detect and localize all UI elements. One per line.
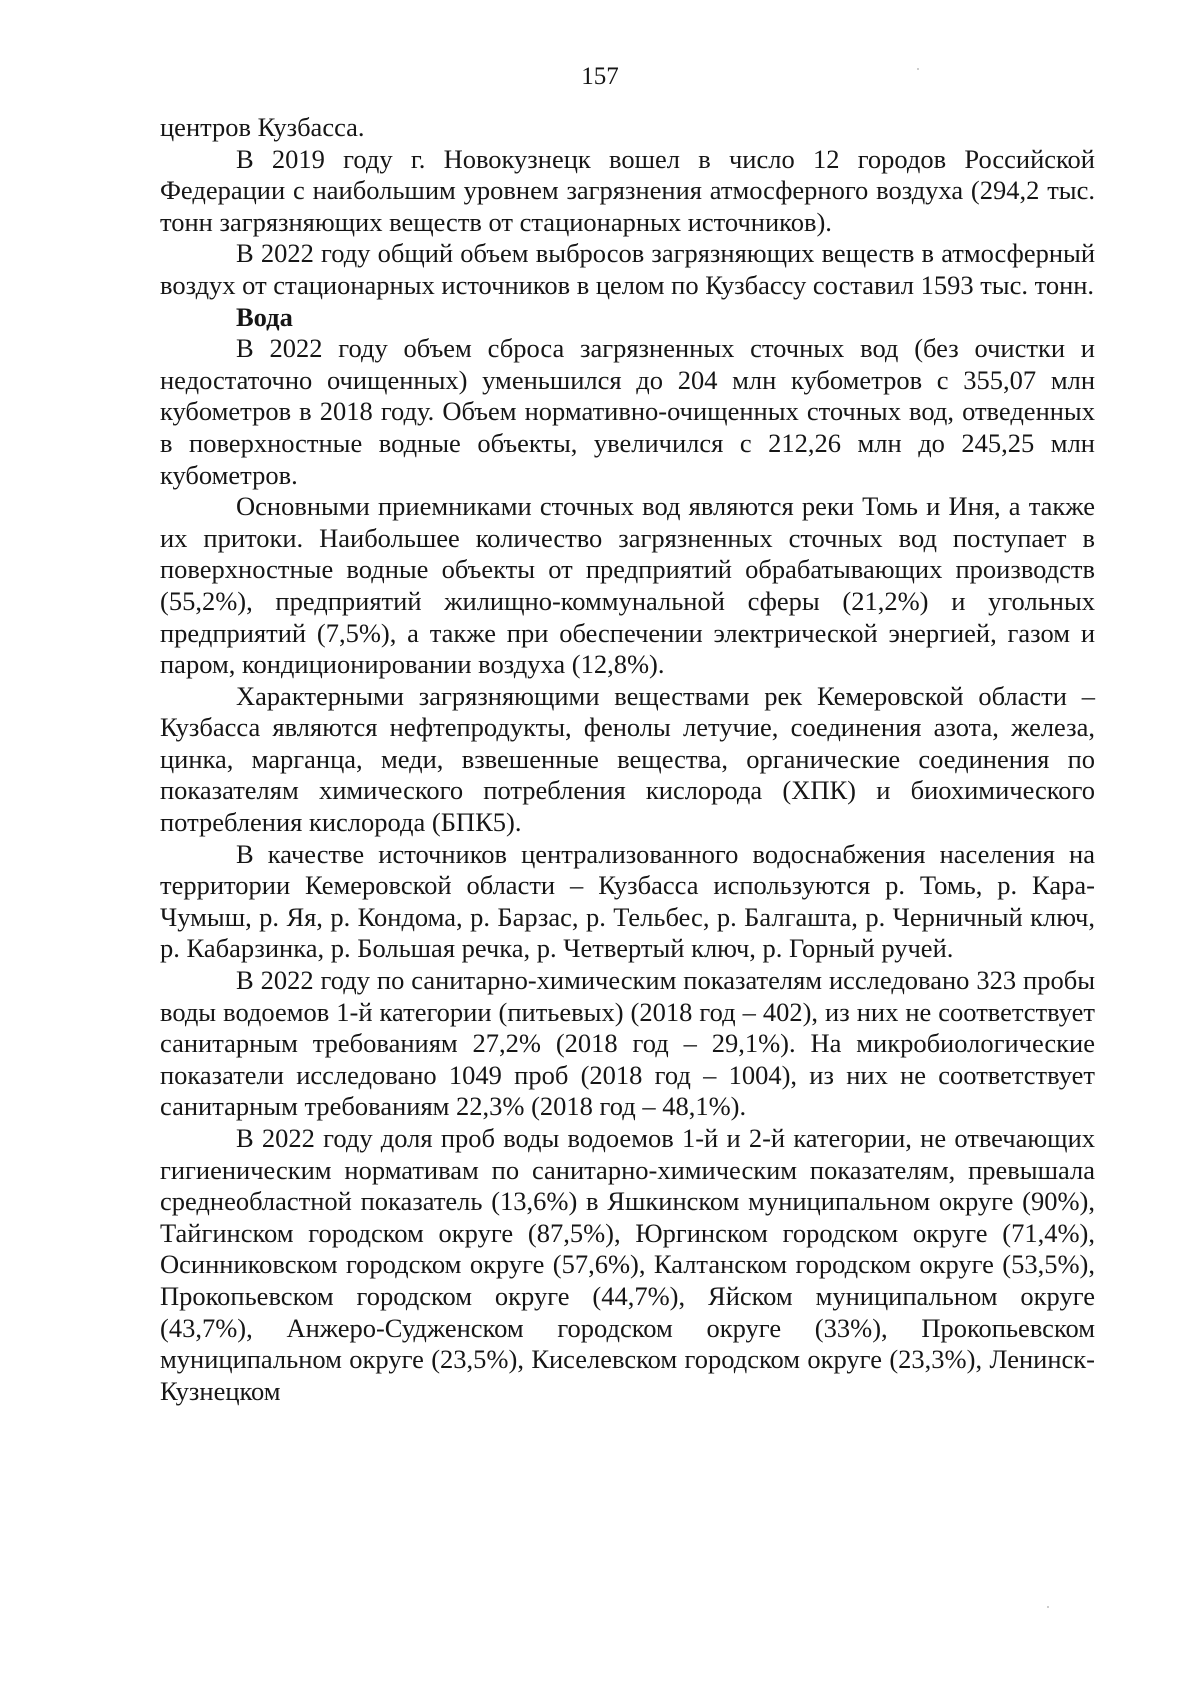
paragraph-continuation: центров Кузбасса. [160,112,365,142]
paragraph-wastewater-volume: В 2022 году объем сброса загрязненных сточных вод (без очистки и недостаточно очищенных) уменьшился до 204 млн кубометров с 355,07 млн кубометров в 2018 году. Объем нормативно-очищенных сточных вод, отведенных в поверхностные водные объекты, увеличился с 212,26 млн до 245,25 млн кубометров. [160,333,1095,490]
scan-speck [917,68,919,70]
scan-speck [1047,1606,1049,1608]
paragraph-water-sources: В качестве источников централизованного водоснабжения населения на территории Кемеровской области – Кузбасса используются р. Томь, р. Кара-Чумыш, р. Яя, р. Кондома, р. Барзас, р. Тельбес, р. Балгашта, р. Черничный ключ, р. Кабарзинка, р. Большая речка, р. Четвертый ключ, р. Горный ручей. [160,838,1095,964]
paragraph-sample-share: В 2022 году доля проб воды водоемов 1-й и 2-й категории, не отвечающих гигиеническим нормативам по санитарно-химическим показателям, превышала среднеобластной показатель (13,6%) в Яшкинском муниципальном округе (90%), Тайгинском городском округе (87,5%), Юргинском городском округе (71,4%), Осинниковском городском округе (57,6%), Калтанском городском округе (53,5%), Прокопьевском городском округе (44,7%), Яйском муниципальном округе (43,7%), Анжеро-Судженском городском округе (33%), Прокопьевском муниципальном округе (23,5%), Киселевском городском округе (23,3%), Ленинск-Кузнецком [160,1123,1095,1406]
paragraph-pollutants: Характерными загрязняющими веществами рек Кемеровской области – Кузбасса являются нефтепродукты, фенолы летучие, соединения азота, железа, цинка, марганца, меди, взвешенные вещества, органические соединения по показателям химического потребления кислорода (ХПК) и биохимического потребления кислорода (БПК5). [160,680,1095,838]
section-heading-water: Вода [236,301,293,332]
paragraph-emissions-2022: В 2022 году общий объем выбросов загрязняющих веществ в атмосферный воздух от стационарных источников в целом по Кузбассу составил 1593 тыс. тонн. [160,238,1095,300]
paragraph-receivers: Основными приемниками сточных вод являются реки Томь и Иня, а также их притоки. Наибольшее количество загрязненных сточных вод поступает в поверхностные водные объекты от предприятий обрабатывающих производств (55,2%), предприятий жилищно-коммунальной сферы (21,2%) и угольных предприятий (7,5%), а также при обеспечении электрической энергией, газом и паром, кондиционировании воздуха (12,8%). [160,491,1095,680]
page-number: 157 [581,63,619,90]
paragraph-samples-2022: В 2022 году по санитарно-химическим показателям исследовано 323 пробы воды водоемов 1-й категории (питьевых) (2018 год – 402), из них не соответствует санитарным требованиям 27,2% (2018 год – 29,1%). На микробиологические показатели исследовано 1049 проб (2018 год – 1004), из них не соответствует санитарным требованиям 22,3% (2018 год – 48,1%). [160,965,1095,1122]
paragraph-novokuznetsk: В 2019 году г. Новокузнецк вошел в число 12 городов Российской Федерации с наибольшим уровнем загрязнения атмосферного воздуха (294,2 тыс. тонн загрязняющих веществ от стационарных источников). [160,143,1095,237]
body-text [160,112,1095,1407]
